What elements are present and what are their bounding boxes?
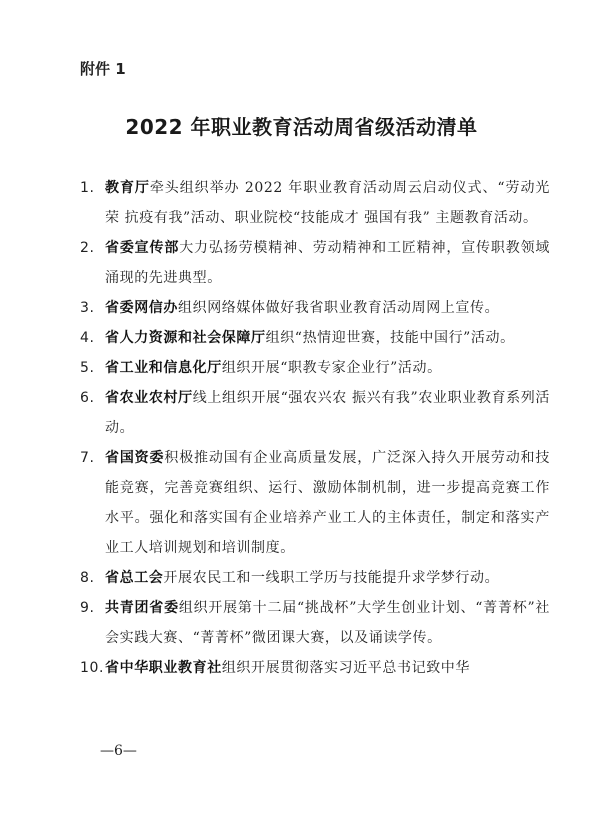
item-department: 教育厅	[105, 180, 150, 196]
list-item	[80, 173, 550, 233]
item-text: 线上组织开展“强农兴农 振兴有我”农业职业教育系列活动。	[105, 390, 550, 436]
item-text: 组织“热情迎世赛，技能中国行”活动。	[265, 330, 515, 346]
item-text: 牵头组织举办 2022 年职业教育活动周云启动仪式、“劳动光荣 抗疫有我”活动、职业院校“技能成才 强国有我” 主题教育活动。	[105, 180, 550, 226]
list-item	[80, 653, 550, 683]
item-department: 省委宣传部	[105, 240, 180, 256]
item-number: 1.	[80, 180, 95, 196]
item-text: 积极推动国有企业高质量发展，广泛深入持久开展劳动和技能竞赛，完善竞赛组织、运行、激励体制机制，进一步提高竞赛工作水平。强化和落实国有企业培养产业工人的主体责任，制定和落实产业工人培训规划和培训制度。	[105, 450, 550, 556]
item-text: 开展农民工和一线职工学历与技能提升求学梦行动。	[163, 570, 500, 586]
item-number: 4.	[80, 330, 95, 346]
item-number: 2.	[80, 240, 95, 256]
item-text: 组织网络媒体做好我省职业教育活动周网上宣传。	[178, 300, 500, 316]
document-title: 2022 年职业教育活动周省级活动清单	[125, 115, 478, 139]
attachment-label: 附件 1	[80, 60, 126, 78]
item-number: 9.	[80, 600, 95, 616]
item-department: 省中华职业教育社	[105, 660, 222, 676]
item-department: 共青团省委	[105, 600, 179, 616]
item-department: 省农业农村厅	[105, 390, 193, 406]
list-item	[80, 563, 550, 593]
item-number: 6.	[80, 390, 95, 406]
item-number: 7.	[80, 450, 95, 466]
item-number: 10.	[80, 660, 105, 676]
item-department: 省委网信办	[105, 300, 178, 316]
item-department: 省人力资源和社会保障厅	[105, 330, 266, 346]
list-item	[80, 233, 550, 293]
list-item	[80, 353, 550, 383]
item-text: 组织开展贯彻落实习近平总书记致中华	[221, 660, 471, 676]
item-text: 大力弘扬劳模精神、劳动精神和工匠精神，宣传职教领域涌现的先进典型。	[105, 240, 551, 286]
list-item	[80, 293, 550, 323]
item-department: 省工业和信息化厅	[105, 360, 222, 376]
list-item	[80, 593, 550, 653]
item-text: 组织开展第十二届“挑战杯”大学生创业计划、“菁菁杯”社会实践大赛、“菁菁杯”微团课大赛，以及诵读学传。	[105, 600, 551, 646]
item-department: 省国资委	[105, 450, 165, 466]
item-number: 8.	[80, 570, 95, 586]
page-number: —6—	[100, 743, 137, 759]
list-item	[80, 383, 550, 443]
item-number: 3.	[80, 300, 95, 316]
item-department: 省总工会	[105, 570, 164, 586]
activity-list	[80, 173, 550, 683]
item-text: 组织开展“职教专家企业行”活动。	[221, 360, 442, 376]
list-item	[80, 323, 550, 353]
list-item	[80, 443, 550, 563]
item-number: 5.	[80, 360, 95, 376]
